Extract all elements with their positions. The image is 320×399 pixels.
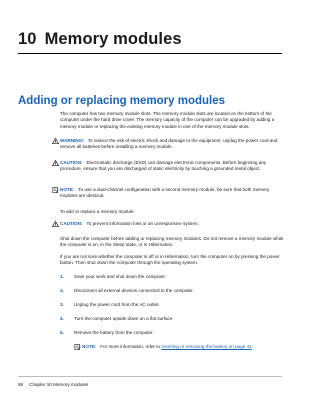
shutdown-paragraph: Shut down the computer before adding or replacing memory modules. Do not remove a memory module while the computer is on, in the Sleep state, or in Hibernation. xyxy=(60,236,284,248)
caution-label: CAUTION: xyxy=(60,221,83,226)
chapter-rule xyxy=(18,53,282,54)
caution-text: Electrostatic discharge (ESD) can damage electronic components. Before beginning any procedure, ensure that you are discharged of static electricity by touching a grounded metal object. xyxy=(60,160,267,172)
note-notice-battery: NOTE: For more information, refer to Inserting or removing the battery on page 41. xyxy=(82,344,284,350)
caution-label: CAUTION: xyxy=(60,160,83,165)
note-notice-dual-channel xyxy=(60,187,284,200)
warning-notice xyxy=(60,138,284,151)
note-label: NOTE: xyxy=(60,187,75,192)
note-text: To use a dual-channel configuration with a second memory module, be sure that both memory modules are identical. xyxy=(60,187,270,199)
chapter-title-text: Memory modules xyxy=(44,30,182,48)
warning-label: WARNING! xyxy=(60,138,84,143)
chapter-number: 10 xyxy=(18,30,37,48)
warning-icon xyxy=(52,138,59,144)
intro-paragraph: The computer has two memory module slots. The memory module slots are located on the bottom of the computer under the hard drive cover. The memory capacity of the computer can be upgraded by adding a memory module or replacing the existing memory module in one of the memory module slots. xyxy=(60,111,275,129)
caution-text: To prevent information loss or an unresponsive system: xyxy=(86,221,199,226)
footer-chapter: Chapter 10 Memory modules xyxy=(29,382,89,387)
chapter-title xyxy=(18,30,182,49)
caution-icon xyxy=(52,221,59,227)
unsure-paragraph: If you are not sure whether the computer is off or in Hibernation, turn the computer on by pressing the power button. Then shut down the computer through the operating system. xyxy=(60,254,280,266)
footer-rule xyxy=(18,376,282,377)
add-intro-paragraph: To add or replace a memory module: xyxy=(60,209,135,214)
caution-notice-esd xyxy=(60,160,284,173)
caution-notice-information-loss xyxy=(60,221,284,227)
note-icon xyxy=(52,187,59,193)
note-icon xyxy=(74,344,81,350)
note-label: NOTE: xyxy=(82,344,97,349)
warning-text: To reduce the risk of electric shock and damage to the equipment, unplug the power cord and remove all batteries before installing a memory module. xyxy=(60,138,278,150)
caution-icon xyxy=(52,160,59,166)
section-title: Adding or replacing memory modules xyxy=(18,95,226,107)
battery-page-link[interactable]: Inserting or removing the battery on page 41 xyxy=(161,344,252,349)
page-number: 68 xyxy=(18,382,24,387)
page-footer xyxy=(18,382,88,387)
note-text: For more information, refer to xyxy=(100,344,162,349)
